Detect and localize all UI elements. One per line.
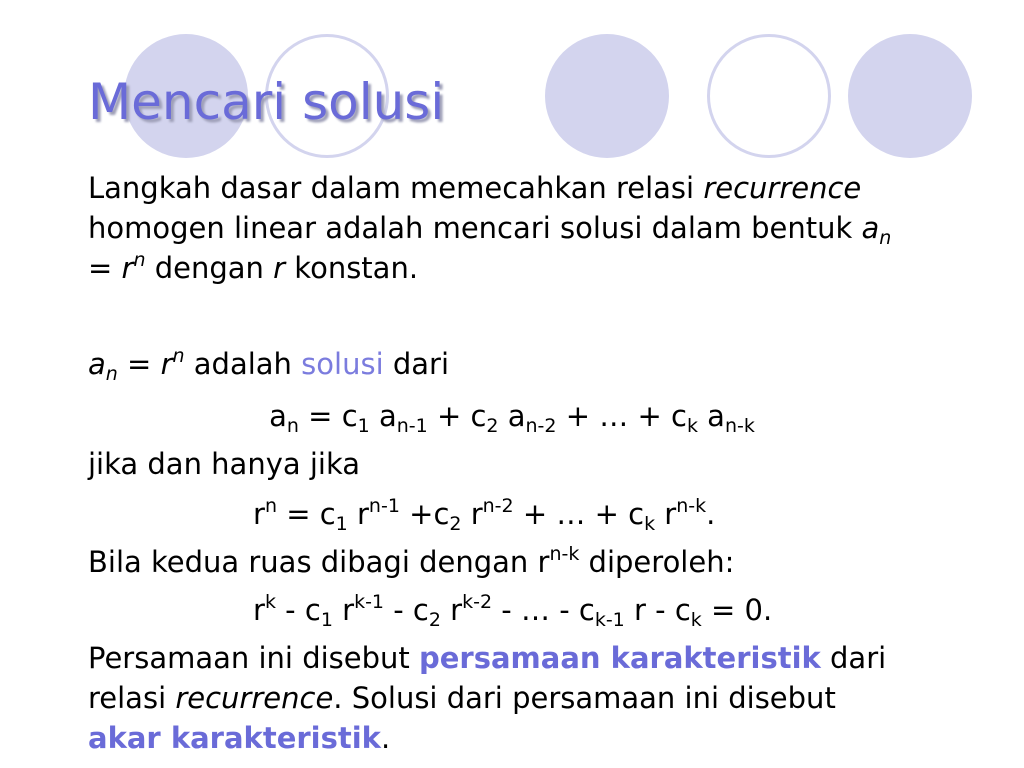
paragraph-3-line-1: Persamaan ini disebut persamaan karakteristik dari [88,641,887,675]
power-equation: $r^n = c_1$ $r^{n-1} +c_2$ $r^{n-2}$ + … + $c_k$ $r^{n-k}$. [253,495,716,535]
divide-text: Bila kedua ruas dibagi dengan $r^{n-k}$ diperoleh: [88,543,735,579]
slide-title: Mencari solusi [88,73,445,131]
solution-statement: $a_n = r^n$ adalah solusi dari [88,345,450,385]
characteristic-equation-term: persamaan karakteristik [419,641,821,675]
decor-circle-5 [848,34,972,158]
paragraph-1-line-1: Langkah dasar dalam memecahkan relasi recurrence [88,171,862,205]
paragraph-1-line-3: = $r^n$ dengan r konstan. [88,249,419,285]
decor-circle-4 [707,34,831,158]
paragraph-1-line-2: homogen linear adalah mencari solusi dalam bentuk $a_n$ [88,211,892,249]
characteristic-equation: $r^k - c_1$ $r^{k-1} - c_2$ $r^{k-2}$ - … - $c_{k-1}$ $r - c_k = 0$. [253,591,773,631]
decor-circle-3 [545,34,669,158]
paragraph-3-line-3: akar karakteristik. [88,721,391,755]
solusi-highlight: solusi [301,347,384,381]
iff-text: jika dan hanya jika [88,447,361,481]
paragraph-3-line-2: relasi recurrence. Solusi dari persamaan ini disebut [88,681,836,715]
recurrence-equation: $a_n = c_1$ $a_{n-1} + c_2$ $a_{n-2}$ + … + $c_k$ $a_{n-k}$ [269,399,755,437]
characteristic-root-term: akar karakteristik [88,721,381,755]
